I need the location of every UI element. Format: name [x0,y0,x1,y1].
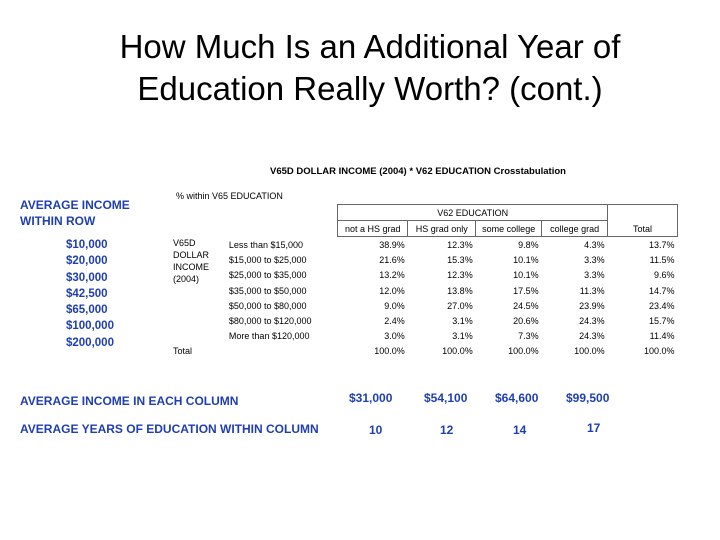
avg-years-column-label: AVERAGE YEARS OF EDUCATION WITHIN COLUMN [20,422,319,436]
table-row [170,268,678,283]
avg-income-value: $31,000 [349,391,393,405]
total-label: Total [173,346,193,357]
cell: 100.0% [574,346,605,357]
cell: 14.7% [648,285,675,296]
cell: 13.8% [447,285,473,296]
table-row [170,253,678,268]
cell: 12.0% [379,285,405,296]
cell: 13.2% [379,270,405,281]
cell: 3.3% [584,255,605,266]
column-header: college grad [542,221,608,237]
cell: 3.0% [384,331,405,342]
cell: 23.9% [579,300,605,311]
column-header: some college [476,221,542,237]
cell: 27.0% [447,300,473,311]
cell: 24.3% [579,315,605,326]
cell: 9.6% [653,270,675,281]
crosstab-grid [170,204,678,359]
cell: 4.3% [584,239,605,250]
cell: 17.5% [513,285,539,296]
row-label: $50,000 to $80,000 [228,300,307,311]
average-income-within-row-label [20,197,130,229]
avg-income-value: $54,100 [424,391,468,405]
cell: 24.5% [513,300,539,311]
row-income-list [66,237,114,351]
row-income: $20,000 [66,255,108,268]
avg-years-value: 17 [587,421,601,435]
column-header: not a HS grad [338,221,408,237]
avg-years-value: 10 [369,423,383,437]
row-label: $80,000 to $120,000 [228,315,312,326]
cell: 15.7% [648,315,675,326]
avg-income-value: $64,600 [495,391,539,405]
table-row [170,329,678,344]
cell: 20.6% [513,315,539,326]
cell: 100.0% [442,346,473,357]
cell: 12.3% [447,239,473,250]
row-income: $30,000 [66,271,108,284]
avg-years-value: 14 [513,423,527,437]
cell: 100.0% [374,346,405,357]
row-income: $10,000 [66,239,108,251]
column-header: Total [608,221,678,237]
cell: 13.7% [648,239,675,250]
crosstab-title: V65D DOLLAR INCOME (2004) * V62 EDUCATION Crosstabulation [270,166,566,177]
cell: 38.9% [379,239,405,250]
table-row [170,237,678,253]
cell: 23.4% [648,300,675,311]
row-income: $42,500 [66,287,108,300]
cell: 7.3% [518,331,539,342]
row-label: $25,000 to $35,000 [228,270,307,281]
group-header: V62 EDUCATION [338,205,608,221]
column-header: HS grad only [408,221,476,237]
avg-income-value: $99,500 [566,391,610,405]
crosstab-table [170,160,678,370]
cell: 3.1% [452,331,473,342]
row-label: $35,000 to $50,000 [228,285,307,296]
cell: 9.0% [384,300,405,311]
row-label: More than $120,000 [228,331,310,342]
cell: 11.4% [649,331,675,342]
avg-years-value: 12 [440,423,454,437]
cell: 100.0% [643,346,675,357]
table-row-total [170,344,678,359]
row-label: $15,000 to $25,000 [228,255,307,266]
label-line-1: AVERAGE INCOME [20,198,130,212]
row-income: $65,000 [66,304,108,317]
cell: 15.3% [447,255,473,266]
cell: 10.1% [513,270,539,281]
title-line-1: How Much Is an Additional Year of [119,28,621,65]
row-income: $100,000 [66,320,114,333]
cell: 12.3% [447,270,473,281]
cell: 3.3% [584,270,605,281]
row-label: Less than $15,000 [228,239,303,250]
title-line-2: Education Really Worth? (cont.) [137,70,603,107]
cell: 9.8% [518,239,539,250]
row-income: $200,000 [66,336,114,349]
crosstab-subtitle: % within V65 EDUCATION [176,191,283,201]
cell: 2.4% [384,315,405,326]
cell: 11.5% [649,255,675,266]
table-row [170,313,678,328]
label-line-2: WITHIN ROW [20,214,96,228]
table-row [170,298,678,313]
cell: 11.3% [579,285,605,296]
row-variable: V65D DOLLAR INCOME (2004) [173,237,210,284]
cell: 21.6% [379,255,405,266]
cell: 24.3% [579,331,605,342]
cell: 10.1% [513,255,539,266]
cell: 100.0% [508,346,539,357]
avg-income-column-label: AVERAGE INCOME IN EACH COLUMN [20,394,239,408]
cell: 3.1% [452,315,473,326]
table-row [170,283,678,298]
slide-title [60,26,680,110]
